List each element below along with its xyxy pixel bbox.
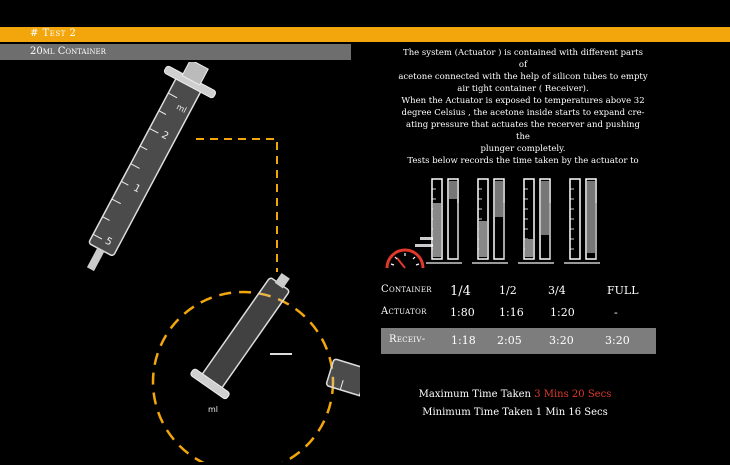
receiver-plunger — [449, 181, 457, 199]
receiver-cell: 3:20 — [605, 334, 630, 347]
description-line: ating pressure that actuates the recerver and pushing the — [406, 120, 640, 142]
page-subtitle: 20ml Container — [30, 46, 106, 57]
description-line: of — [518, 60, 528, 70]
receiver-syringe-top — [190, 263, 304, 400]
header-cell: 3/4 — [548, 284, 566, 297]
description-line: The system (Actuator ) is contained with different parts — [403, 48, 643, 58]
header-cell: FULL — [607, 284, 639, 297]
syringe-mark-ml-b: ml — [208, 405, 219, 414]
actuator-fill — [479, 221, 487, 257]
receiver-plunger — [587, 181, 595, 253]
min-time-line — [380, 407, 650, 418]
min-time-value: 1 Min 16 Secs — [535, 407, 608, 418]
max-time-value: 3 Mins 20 Secs — [534, 389, 612, 400]
receiver-cell: 3:20 — [549, 334, 574, 347]
subtitle-bar — [0, 44, 351, 60]
receiver-plunger — [495, 181, 503, 217]
max-time-label: Maximum Time Taken — [418, 389, 531, 400]
receiver-cell: 2:05 — [497, 334, 522, 347]
description-line: air tight container ( Receiver). — [457, 84, 589, 94]
receiver-syringe-bottom — [322, 347, 360, 436]
max-time-line — [380, 389, 650, 400]
syringe-illustration — [0, 62, 360, 462]
description-line: acetone connected with the help of silicon tubes to empty — [398, 72, 648, 82]
syringe-mark-1: 1 — [131, 182, 143, 196]
title-bar — [0, 27, 730, 42]
fill-level-diagram — [418, 174, 648, 269]
syringe-mark-ml: ml — [174, 102, 189, 115]
syringe-mark-5: 5 — [103, 235, 114, 249]
table-row-actuator — [381, 306, 656, 326]
syringe-barrel — [88, 75, 202, 256]
syringe-mark-2: 2 — [159, 129, 171, 143]
receiver-plunger — [541, 181, 549, 235]
syringe-tip — [87, 248, 104, 271]
page-title: # Test 2 — [30, 28, 77, 39]
table-header-row — [381, 284, 656, 304]
main-syringe — [66, 62, 224, 282]
actuator-cell: 1:16 — [499, 306, 524, 319]
receiver-cell: 1:18 — [451, 334, 476, 347]
actuator-cell: 1:20 — [550, 306, 575, 319]
header-cell: 1/4 — [450, 284, 471, 299]
table-row-receiver — [381, 328, 656, 354]
actuator-fill — [525, 239, 533, 257]
actuator-cell: - — [614, 306, 618, 319]
description-line: plunger completely. — [480, 144, 566, 154]
description-line: Tests below records the time taken by the actuator to — [407, 156, 639, 166]
description-line: degree Celsius , the acetone inside starts to expand cre- — [401, 108, 645, 118]
row-label-receiver: Receiv- — [389, 334, 426, 345]
actuator-fill — [433, 203, 441, 257]
description-line: When the Actuator is exposed to temperatures above 32 — [401, 96, 645, 106]
dashed-connector — [196, 139, 277, 272]
row-label-actuator: Actuator — [381, 306, 427, 317]
actuator-cell: 1:80 — [450, 306, 475, 319]
min-time-label: Minimum Time Taken — [422, 407, 533, 418]
header-cell: 1/2 — [499, 284, 517, 297]
row-label-container: Container — [381, 284, 432, 295]
description — [398, 47, 648, 167]
